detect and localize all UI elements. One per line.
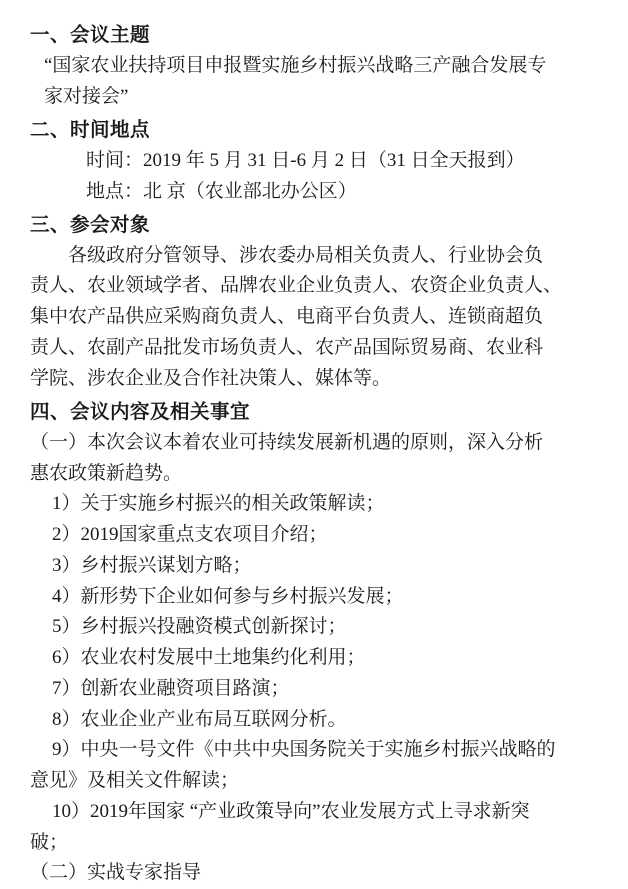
section-body-line: 集中农产品供应采购商负责人、电商平台负责人、连锁商超负	[30, 306, 544, 328]
section-body-line: 地点：北 京（农业部北办公区）	[86, 180, 357, 202]
section-participants	[30, 210, 598, 395]
section-body-line: 时间：2019 年 5 月 31 日-6 月 2 日（31 日全天报到）	[86, 149, 525, 171]
list-item	[30, 735, 598, 797]
section-time-place	[30, 115, 598, 208]
list-item: 1）关于实施乡村振兴的相关政策解读；	[52, 493, 385, 515]
section-body-line: 责人、农业领域学者、品牌农业企业负责人、农资企业负责人、	[30, 275, 563, 297]
list-item: 2）2019国家重点支农项目介绍；	[52, 524, 328, 546]
list-item-line: 9）中央一号文件《中共中央国务院关于实施乡村振兴战略的	[52, 739, 556, 761]
section-body-line: “国家农业扶持项目申报暨实施乡村振兴战略三产融合发展专	[44, 55, 547, 77]
section-heading: 三、参会对象	[30, 212, 151, 236]
list-item: 4）新形势下企业如何参与乡村振兴发展；	[52, 585, 404, 607]
agenda-list	[30, 489, 598, 858]
section-heading: 二、时间地点	[30, 117, 151, 141]
list-item: 6）农业农村发展中土地集约化利用；	[52, 647, 366, 669]
closing-line: （二）实战专家指导	[30, 862, 202, 884]
section-meeting-content	[30, 397, 598, 490]
section-body-line: 责人、农副产品批发市场负责人、农产品国际贸易商、农业科	[30, 337, 544, 359]
section-heading: 一、会议主题	[30, 23, 151, 46]
list-item: 7）创新农业融资项目路演；	[52, 677, 290, 699]
list-item-line: 破；	[30, 831, 69, 853]
section-heading: 四、会议内容及相关事宜	[30, 399, 251, 423]
list-item: 8）农业企业产业布局互联网分析。	[52, 708, 347, 730]
list-item-line: 意见》及相关文件解读；	[30, 770, 240, 792]
section-body-line: 惠农政策新趋势。	[30, 462, 183, 484]
list-item	[30, 797, 598, 859]
list-item: 5）乡村振兴投融资模式创新探讨；	[52, 616, 347, 638]
section-body-line: （一）本次会议本着农业可持续发展新机遇的原则，深入分析	[30, 431, 544, 453]
section-body-line: 家对接会”	[44, 85, 129, 107]
section-meeting-topic	[30, 20, 598, 113]
list-item-line: 10）2019年国家 “产业政策导向”农业发展方式上寻求新突	[52, 800, 530, 822]
section-body-line: 学院、涉农企业及合作社决策人、媒体等。	[30, 367, 392, 389]
section-body-line: 各级政府分管领导、涉农委办局相关负责人、行业协会负	[68, 244, 544, 266]
list-item: 3）乡村振兴谋划方略；	[52, 554, 252, 576]
